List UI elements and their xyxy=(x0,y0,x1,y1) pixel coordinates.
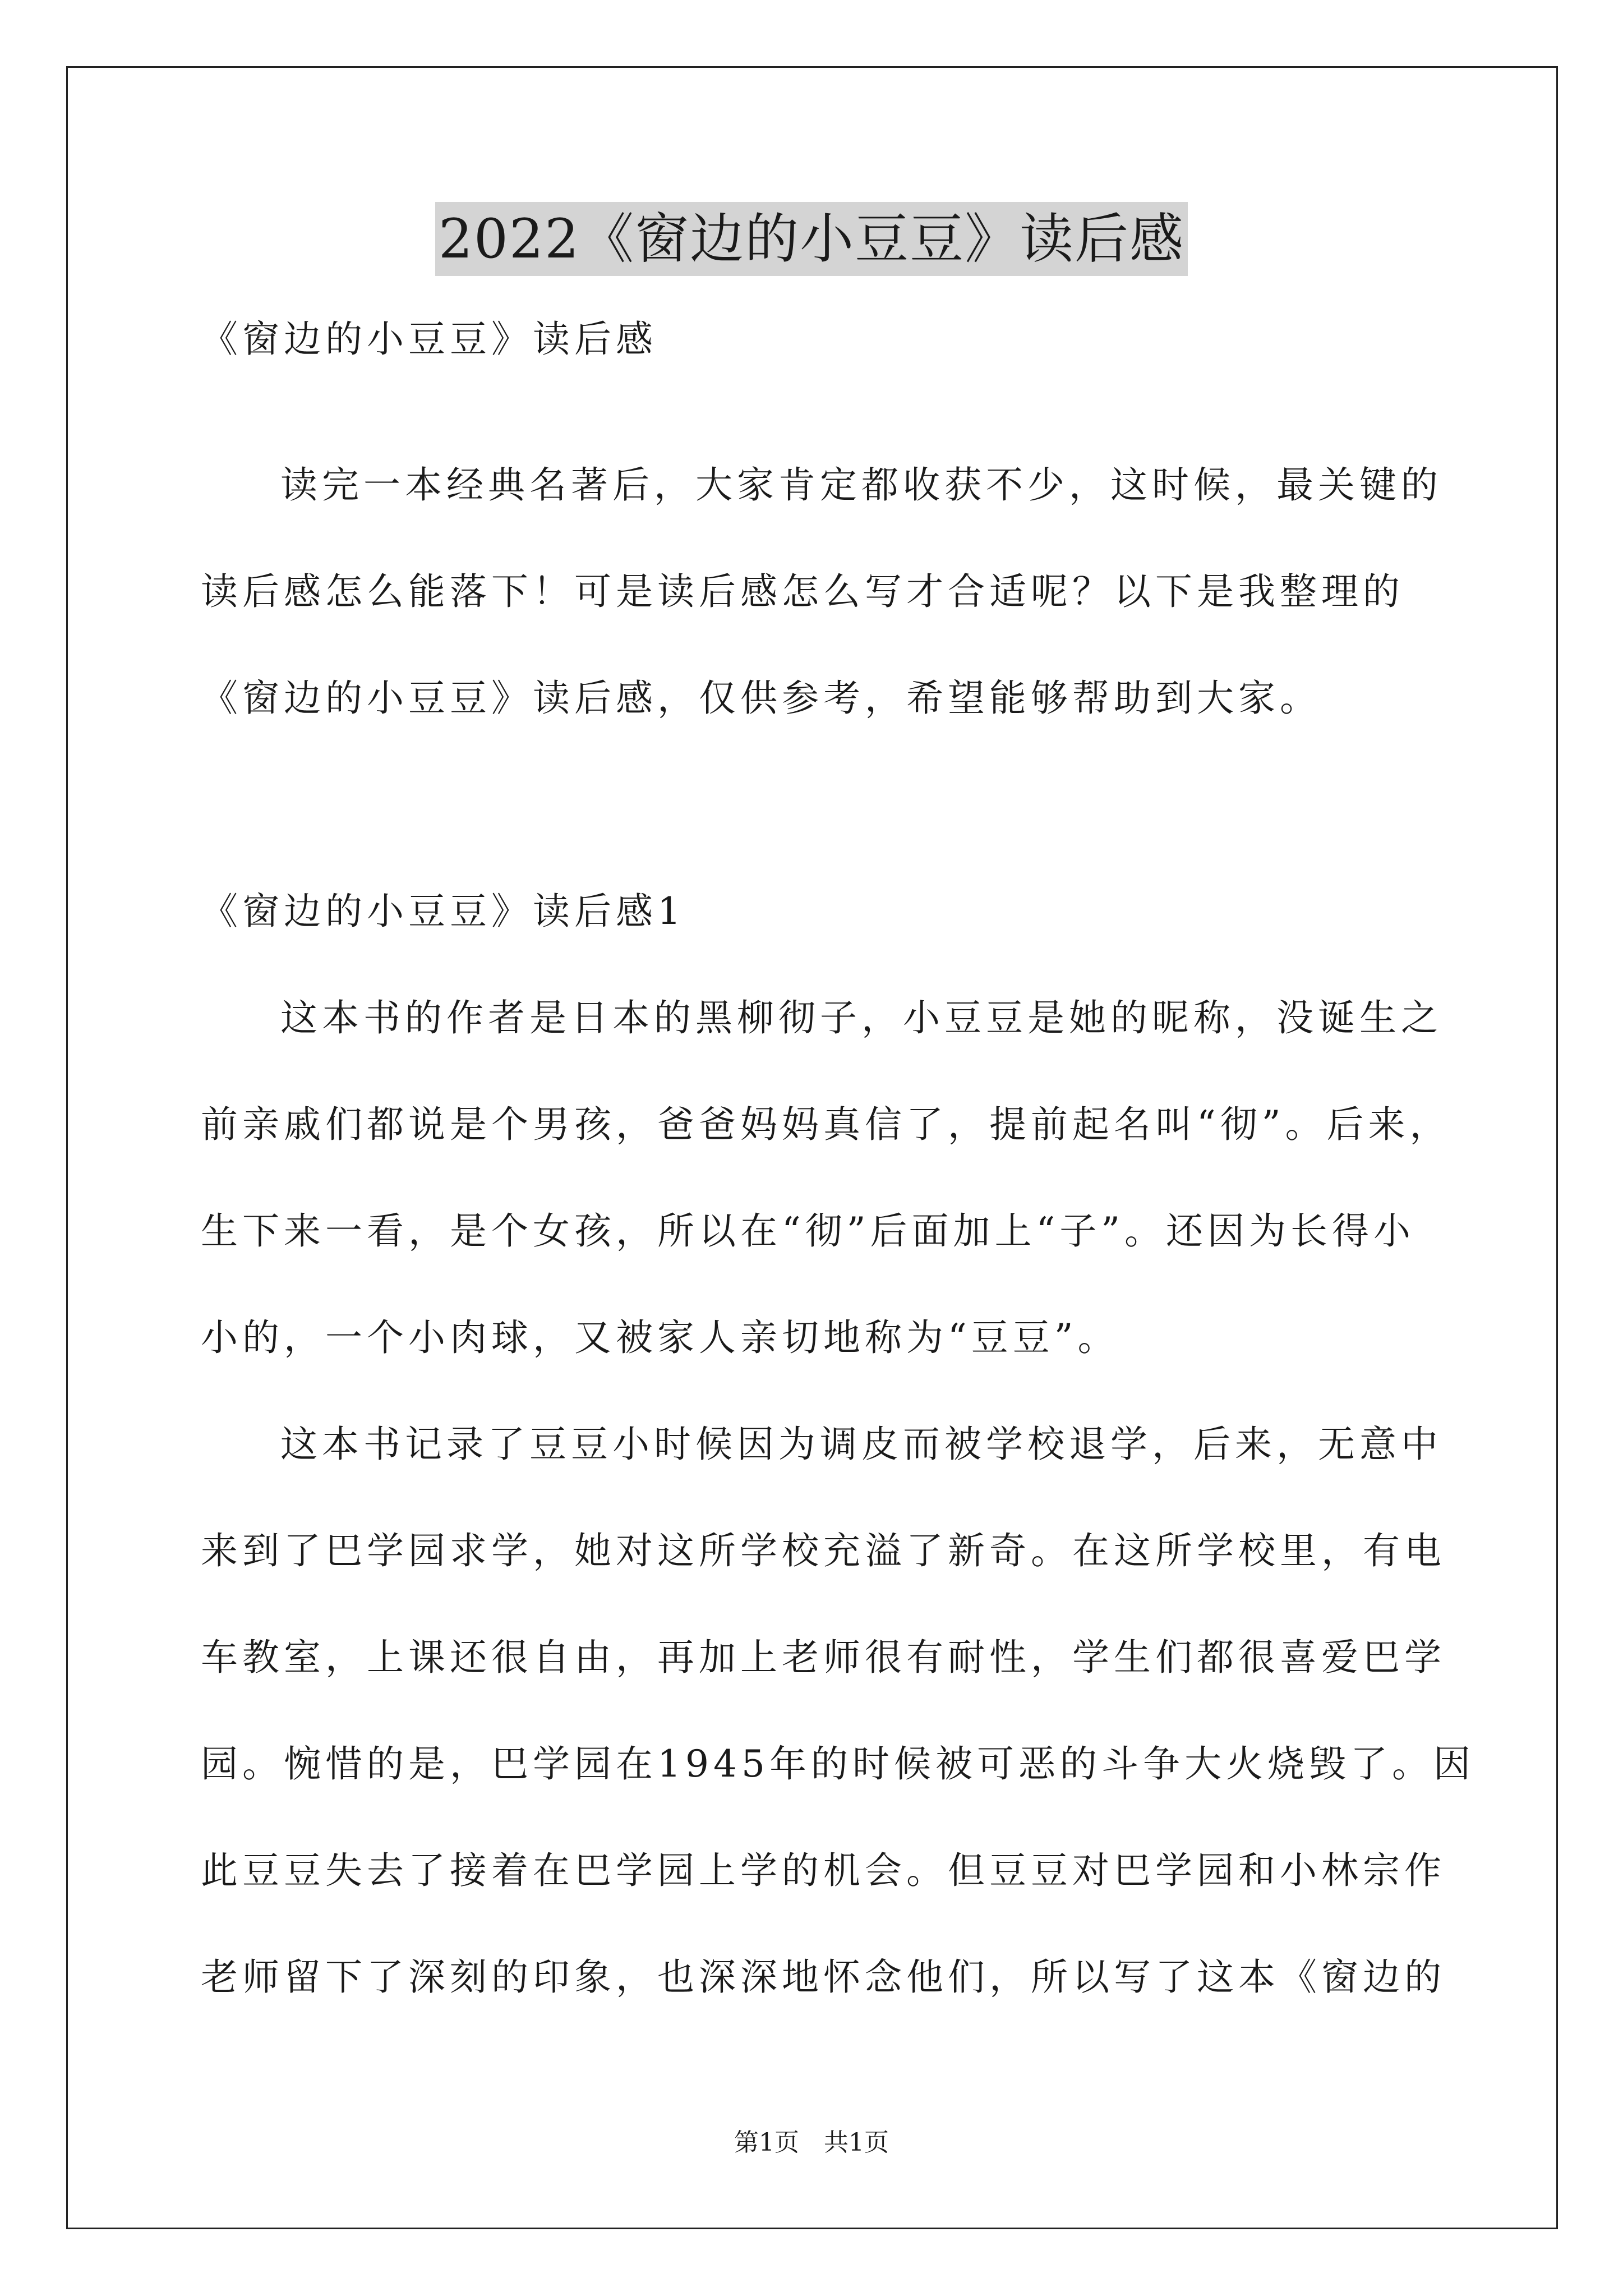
intro-line: 读完一本经典名著后，大家肯定都收获不少，这时候，最关键的 xyxy=(280,463,1442,507)
page-footer: 第1页 共1页 xyxy=(734,2128,889,2157)
page-border xyxy=(66,66,1558,2229)
paragraph-line: 此豆豆失去了接着在巴学园上学的机会。但豆豆对巴学园和小林宗作 xyxy=(201,1849,1446,1892)
paragraph-line: 来到了巴学园求学，她对这所学校充溢了新奇。在这所学校里，有电 xyxy=(201,1529,1446,1572)
intro-line: 《窗边的小豆豆》读后感，仅供参考，希望能够帮助到大家。 xyxy=(201,677,1321,720)
title-container xyxy=(0,202,1623,276)
paragraph-line: 老师留下了深刻的印象，也深深地怀念他们，所以写了这本《窗边的 xyxy=(201,1955,1446,1999)
paragraph-line: 前亲戚们都说是个男孩，爸爸妈妈真信了，提前起名叫“彻”。后来， xyxy=(201,1103,1451,1146)
subtitle: 《窗边的小豆豆》读后感 xyxy=(201,318,657,361)
intro-line: 读后感怎么能落下！可是读后感怎么写才合适呢？以下是我整理的 xyxy=(201,570,1404,613)
paragraph-line: 这本书记录了豆豆小时候因为调皮而被学校退学，后来，无意中 xyxy=(280,1423,1442,1466)
paragraph-line: 车教室，上课还很自由，再加上老师很有耐性，学生们都很喜爱巴学 xyxy=(201,1636,1446,1679)
paragraph-line: 小的，一个小肉球，又被家人亲切地称为“豆豆”。 xyxy=(201,1316,1119,1359)
section-heading: 《窗边的小豆豆》读后感1 xyxy=(201,890,685,933)
paragraph-line: 这本书的作者是日本的黑柳彻子，小豆豆是她的昵称，没诞生之 xyxy=(280,996,1442,1039)
document-title: 2022《窗边的小豆豆》读后感 xyxy=(435,202,1188,276)
paragraph-line: 园。惋惜的是，巴学园在1945年的时候被可恶的斗争大火烧毁了。因 xyxy=(201,1742,1475,1786)
paragraph-line: 生下来一看，是个女孩，所以在“彻”后面加上“子”。还因为长得小 xyxy=(201,1209,1415,1253)
